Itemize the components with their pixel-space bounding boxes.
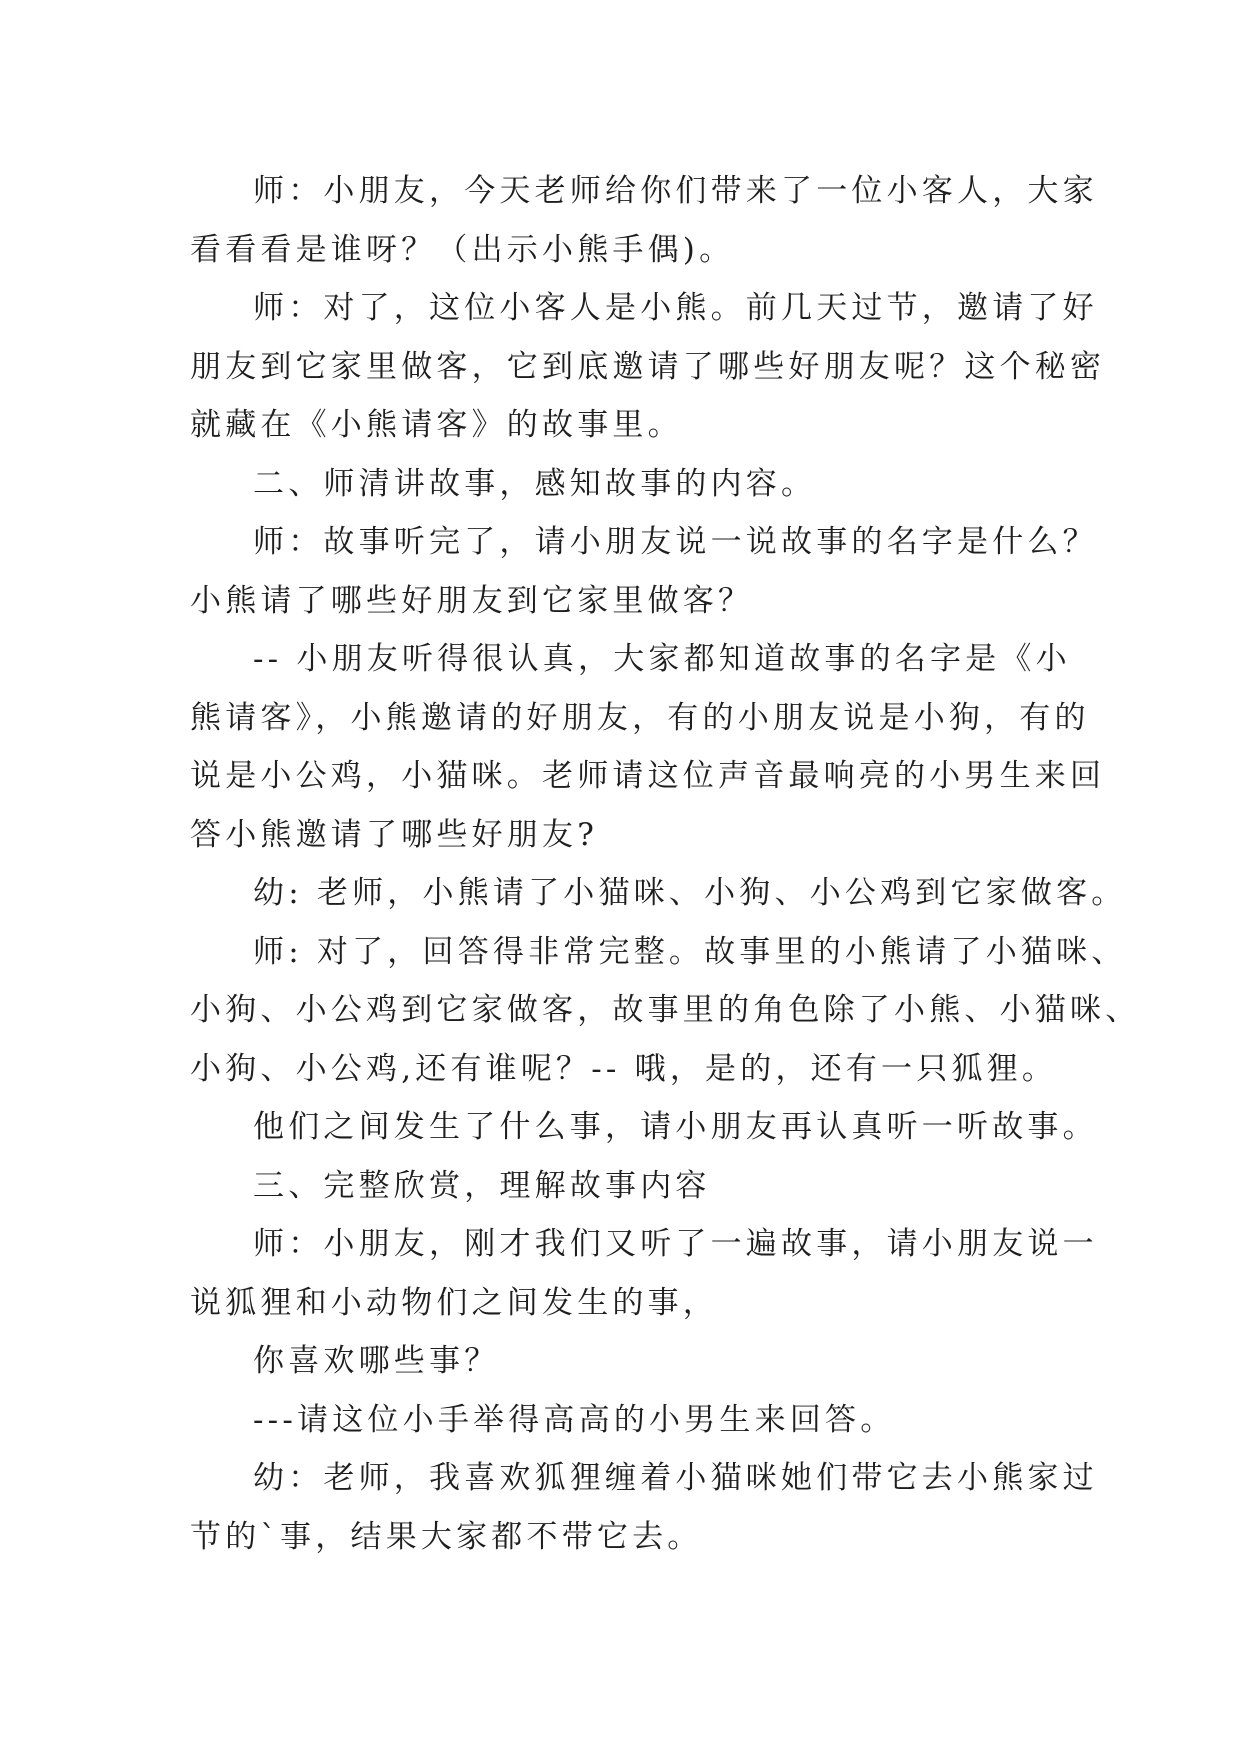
text-line: 师: 对了，回答得非常完整。故事里的小熊请了小猫咪、 [253,933,1127,970]
paragraph-13 [190,1449,1098,1566]
text-line: 熊请客》，小熊邀请的好朋友，有的小朋友说是小狗，有的 [190,699,1090,736]
section-heading-2 [190,455,1070,514]
text-line: 朋友到它家里做客，它到底邀请了哪些好朋友呢？这个秘密 [190,348,1106,385]
paragraph-5 [190,630,1106,864]
paragraph-11 [190,1332,1070,1391]
paragraph-4 [190,513,1098,630]
paragraph-8 [190,1098,1098,1157]
text-line: 说是小公鸡，小猫咪。老师请这位声音最响亮的小男生来回 [190,758,1106,794]
text-line: 幼：老师，我喜欢狐狸缠着小猫咪她们带它去小熊家过 [253,1460,1098,1496]
text-line: 就藏在《小熊请客》的故事里。 [190,407,683,443]
text-line: 小熊请了哪些好朋友到它家里做客？ [190,582,754,619]
paragraph-12 [190,1391,1070,1450]
text-line: 小狗、小公鸡,还有谁呢？-- 哦，是的，还有一只狐狸。 [190,1050,1058,1087]
text-line: 师：小朋友，刚才我们又听了一遍故事，请小朋友说一 [253,1226,1098,1262]
text-line: 师：小朋友，今天老师给你们带来了一位小客人，大家 [253,173,1098,209]
paragraph-7 [190,923,1141,1099]
text-line: ---请这位小手举得高高的小男生来回答。 [253,1401,896,1438]
text-line: 二、师清讲故事，感知故事的内容。 [253,465,817,502]
paragraph-6 [190,864,1127,923]
text-line: 师：对了，这位小客人是小熊。前几天过节，邀请了好 [253,290,1098,326]
document-body [190,162,1141,1566]
text-line: 看看看是谁呀？（出示小熊手偶)。 [190,231,735,268]
text-line: 幼: 老师，小熊请了小猫咪、小狗、小公鸡到它家做客。 [253,875,1127,911]
text-line: -- 小朋友听得很认真，大家都知道故事的名字是《小 [253,641,1071,677]
paragraph-10 [190,1215,1098,1332]
text-line: 答小熊邀请了哪些好朋友? [190,816,599,853]
text-line: 他们之间发生了什么事，请小朋友再认真听一听故事。 [253,1109,1098,1145]
text-line: 节的`事，结果大家都不带它去。 [190,1518,703,1555]
paragraph-1 [190,162,1098,279]
text-line: 师：故事听完了，请小朋友说一说故事的名字是什么？ [253,524,1098,560]
text-line: 三、完整欣赏，理解故事内容 [253,1167,711,1204]
text-line: 你喜欢哪些事？ [253,1343,500,1379]
paragraph-2 [190,279,1106,455]
text-line: 说狐狸和小动物们之间发生的事， [190,1284,718,1321]
section-heading-3 [190,1157,1070,1216]
text-line: 小狗、小公鸡到它家做客，故事里的角色除了小熊、小猫咪、 [190,992,1141,1028]
